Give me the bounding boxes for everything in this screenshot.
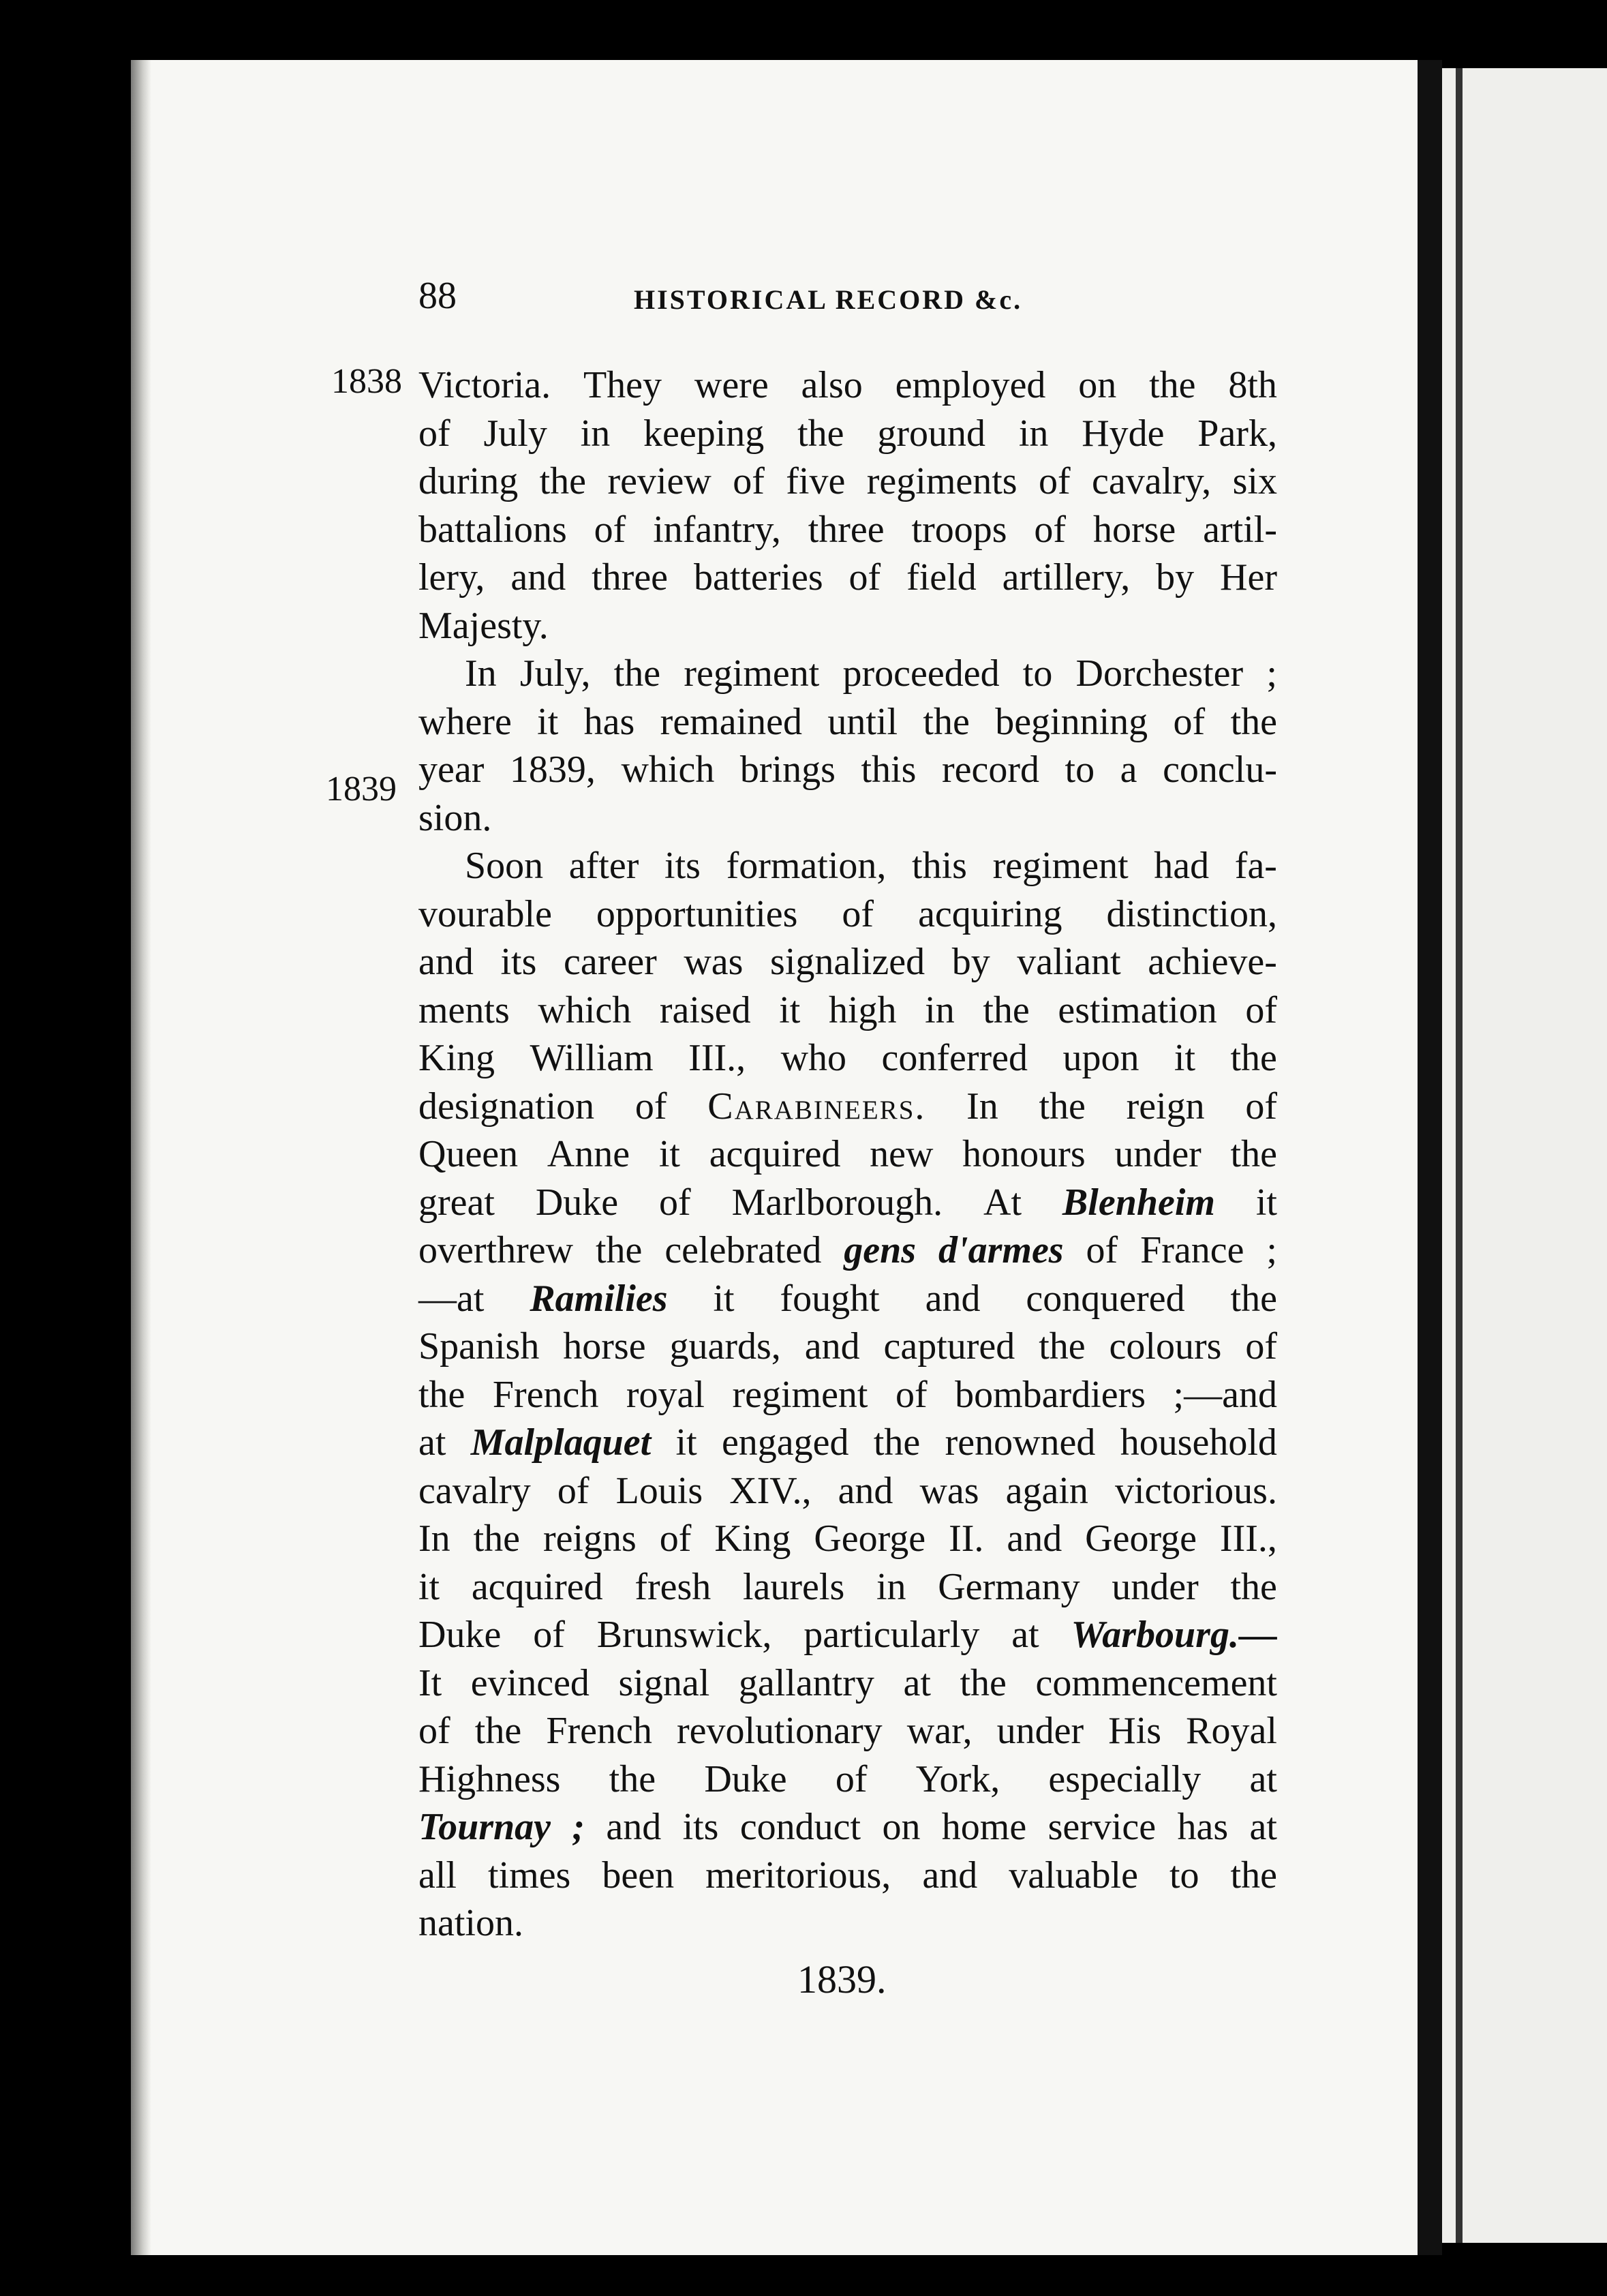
word: the	[609, 1757, 656, 1800]
word: it	[658, 1133, 680, 1175]
word: the	[1230, 700, 1277, 743]
word: ;	[1266, 1229, 1277, 1271]
word: infantry,	[653, 508, 781, 551]
word: batteries	[693, 556, 823, 599]
text-line	[418, 1755, 1277, 1804]
word: the	[1039, 1085, 1086, 1128]
word: France	[1140, 1229, 1244, 1271]
word: also	[801, 364, 863, 406]
word: York,	[915, 1757, 1000, 1800]
word: the	[1039, 1325, 1086, 1368]
word: overthrew	[418, 1229, 574, 1271]
word: the	[418, 1373, 465, 1416]
word: the	[595, 1229, 643, 1271]
word: Tournay	[418, 1806, 551, 1848]
word: of	[835, 1757, 868, 1800]
word: during	[418, 460, 519, 502]
word: gallantry	[738, 1661, 874, 1704]
text-line	[418, 1515, 1277, 1563]
word: Ramilies	[530, 1277, 668, 1320]
word: conduct	[739, 1806, 861, 1848]
text-line	[418, 457, 1277, 506]
word: meritorious,	[705, 1854, 891, 1897]
word: proceeded	[842, 652, 1000, 695]
word: it	[537, 700, 559, 743]
word: which	[621, 749, 715, 791]
word: Louis	[615, 1469, 703, 1512]
margin-date-1839: 1839	[326, 770, 397, 809]
text-line	[418, 938, 1277, 986]
word: King	[714, 1517, 791, 1560]
word: after	[568, 845, 639, 887]
word: renowned	[945, 1421, 1096, 1464]
word: reigns	[542, 1517, 637, 1560]
word: battalions	[418, 508, 567, 551]
word: Brunswick,	[596, 1614, 772, 1656]
word: its	[682, 1806, 719, 1848]
word: fa-	[1234, 845, 1277, 887]
word: sion.	[418, 796, 492, 839]
running-head: HISTORICAL RECORD &c.	[634, 284, 1023, 315]
word: regiment	[684, 652, 820, 695]
word: it	[779, 988, 801, 1031]
text-line	[418, 1371, 1277, 1419]
word: it	[1174, 1037, 1196, 1079]
word: at	[1249, 1806, 1277, 1848]
adjacent-page-border	[1456, 68, 1463, 2243]
word: of	[418, 412, 450, 455]
word: 1839,	[509, 749, 596, 791]
word: who	[780, 1037, 847, 1079]
word: Duke	[704, 1757, 787, 1800]
page-number: 88	[418, 275, 457, 317]
word: d'armes	[938, 1229, 1064, 1271]
word: French	[546, 1710, 652, 1752]
word: signalized	[770, 941, 925, 983]
word: the	[539, 460, 587, 502]
word: at	[418, 1421, 446, 1464]
word: keeping	[643, 412, 765, 455]
word: revolutionary	[676, 1710, 883, 1752]
word: acquired	[709, 1133, 841, 1175]
word: to	[1065, 749, 1095, 791]
word: artillery,	[1002, 556, 1131, 599]
word: In	[465, 652, 497, 695]
word: on	[1078, 364, 1117, 406]
text-line	[418, 1179, 1277, 1227]
word: in	[876, 1565, 906, 1608]
text-line	[418, 746, 1277, 794]
word: conquered	[1026, 1277, 1185, 1320]
word: valiant	[1017, 941, 1121, 983]
word: vourable	[418, 892, 552, 935]
word: Soon	[465, 845, 544, 887]
word: troops	[911, 508, 1007, 551]
word: on	[882, 1806, 921, 1848]
word: of	[659, 1517, 692, 1560]
word: service	[1047, 1806, 1157, 1848]
text-line	[418, 1707, 1277, 1755]
text-line	[418, 1226, 1277, 1275]
word: estimation	[1058, 988, 1217, 1031]
text-line	[418, 890, 1277, 939]
word: times	[488, 1854, 571, 1897]
word: remained	[660, 700, 803, 743]
word: honours	[962, 1133, 1086, 1175]
word: which	[538, 988, 632, 1031]
word: the	[613, 652, 661, 695]
word: the	[1230, 1133, 1277, 1175]
word: beginning	[995, 700, 1148, 743]
word: the	[474, 1710, 522, 1752]
text-line	[418, 1899, 1277, 1948]
word: in	[925, 988, 955, 1031]
word: year	[418, 749, 485, 791]
word: Warbourg.—	[1071, 1614, 1277, 1656]
word: George	[814, 1517, 926, 1560]
word: household	[1120, 1421, 1277, 1464]
word: evinced	[470, 1661, 590, 1704]
word: particularly	[804, 1614, 980, 1656]
word: been	[602, 1854, 675, 1897]
word: and	[838, 1469, 893, 1512]
text-line	[418, 506, 1277, 554]
word: a	[1120, 749, 1137, 791]
word: regiment	[992, 845, 1129, 887]
word: XIV.,	[729, 1469, 812, 1512]
text-line	[418, 1563, 1277, 1612]
word: record	[941, 749, 1039, 791]
word: and	[925, 1277, 981, 1320]
word: of	[1245, 1325, 1277, 1368]
word: of	[1245, 1085, 1277, 1128]
word: III.,	[1219, 1517, 1277, 1560]
word: Majesty.	[418, 604, 549, 647]
text-line	[418, 794, 1277, 843]
text-line	[418, 1083, 1277, 1131]
word: conferred	[881, 1037, 1028, 1079]
word: at	[1249, 1757, 1277, 1800]
word: acquired	[471, 1565, 603, 1608]
word: were	[694, 364, 769, 406]
word: It	[418, 1661, 442, 1704]
word: it	[418, 1565, 440, 1608]
word: raised	[659, 988, 751, 1031]
word: of	[1245, 988, 1277, 1031]
word: war,	[906, 1710, 973, 1752]
text-line	[418, 602, 1277, 650]
word: horse	[1092, 508, 1176, 551]
word: of	[1173, 700, 1206, 743]
word: home	[941, 1806, 1027, 1848]
word: of	[842, 892, 874, 935]
word: upon	[1062, 1037, 1139, 1079]
word: ground	[877, 412, 985, 455]
text-line	[418, 1659, 1277, 1708]
word: of	[634, 1085, 667, 1128]
word: William	[530, 1037, 654, 1079]
word: King	[418, 1037, 495, 1079]
word: the	[797, 412, 844, 455]
word: II.	[949, 1517, 984, 1560]
text-line	[418, 1803, 1277, 1852]
word: under	[996, 1710, 1084, 1752]
word: high	[828, 988, 897, 1031]
closing-date: 1839.	[797, 1957, 887, 2002]
text-line	[418, 986, 1277, 1035]
word: Victoria.	[418, 364, 551, 406]
word: the	[1149, 364, 1196, 406]
word: Anne	[547, 1133, 630, 1175]
page-edge-shadow	[1418, 60, 1442, 2255]
word: under	[1114, 1133, 1202, 1175]
word: of	[418, 1710, 450, 1752]
word: Hyde	[1082, 412, 1165, 455]
word: of	[733, 460, 765, 502]
word: of	[594, 508, 626, 551]
word: the	[983, 988, 1030, 1031]
word: all	[418, 1854, 457, 1897]
word: especially	[1048, 1757, 1202, 1800]
word: George	[1085, 1517, 1197, 1560]
word: of	[533, 1614, 565, 1656]
word: Malplaquet	[470, 1421, 652, 1464]
word: until	[827, 700, 898, 743]
text-line	[418, 1611, 1277, 1659]
word: captured	[883, 1325, 1015, 1368]
text-line	[418, 1419, 1277, 1467]
word: nation.	[418, 1902, 523, 1944]
word: and	[804, 1325, 860, 1368]
word: ;	[572, 1806, 585, 1848]
word: where	[418, 700, 512, 743]
word: Dorchester	[1075, 652, 1244, 695]
word: Blenheim	[1062, 1181, 1215, 1224]
word: three	[808, 508, 885, 551]
word: regiment	[732, 1373, 868, 1416]
word: III.,	[688, 1037, 746, 1079]
word: royal	[626, 1373, 705, 1416]
word: the	[1230, 1037, 1277, 1079]
word: has	[583, 700, 635, 743]
word: Duke	[418, 1614, 502, 1656]
word: new	[870, 1133, 934, 1175]
word: it	[675, 1421, 697, 1464]
word: victorious.	[1114, 1469, 1277, 1512]
word: signal	[618, 1661, 710, 1704]
word: bombardiers	[955, 1373, 1146, 1416]
word: great	[418, 1181, 495, 1224]
word: the	[1230, 1277, 1277, 1320]
word: and	[418, 941, 474, 983]
word: regiments	[866, 460, 1017, 502]
word: July	[483, 412, 547, 455]
margin-date-1838: 1838	[331, 362, 402, 401]
word: the	[473, 1517, 521, 1560]
word: of	[1086, 1229, 1118, 1271]
word: achieve-	[1148, 941, 1277, 983]
word: reign	[1126, 1085, 1205, 1128]
word: Queen	[418, 1133, 519, 1175]
text-line	[418, 1275, 1277, 1323]
word: had	[1154, 845, 1210, 887]
word: its	[664, 845, 701, 887]
text-line	[418, 554, 1277, 602]
word: its	[500, 941, 537, 983]
word: lery,	[418, 556, 485, 599]
word: At	[983, 1181, 1022, 1224]
word: formation,	[726, 845, 887, 887]
word: in	[580, 412, 611, 455]
word: artil-	[1203, 508, 1277, 551]
word: the	[1230, 1854, 1277, 1897]
page-gutter-shadow	[131, 60, 151, 2255]
word: Duke	[535, 1181, 619, 1224]
word: fought	[780, 1277, 880, 1320]
word: to	[1022, 652, 1053, 695]
word: colours	[1109, 1325, 1222, 1368]
text-line	[418, 1130, 1277, 1179]
word: cavalry,	[1092, 460, 1212, 502]
word: Marlborough.	[731, 1181, 943, 1224]
word: three	[592, 556, 669, 599]
text-line	[418, 1852, 1277, 1900]
word: the	[923, 700, 970, 743]
word: by	[951, 941, 990, 983]
word: opportunities	[596, 892, 798, 935]
word: celebrated	[664, 1229, 822, 1271]
text-line	[418, 1034, 1277, 1083]
word: again	[1005, 1469, 1088, 1512]
word: French	[492, 1373, 599, 1416]
word: the	[960, 1661, 1007, 1704]
word: it	[1255, 1181, 1277, 1224]
word: and	[922, 1854, 978, 1897]
word: brings	[739, 749, 836, 791]
word: to	[1169, 1854, 1199, 1897]
text-line	[418, 650, 1277, 698]
word: designation	[418, 1085, 595, 1128]
word: ;	[1266, 652, 1277, 695]
word: —at	[418, 1277, 485, 1320]
word: at	[903, 1661, 931, 1704]
text-line	[418, 1467, 1277, 1515]
word: laurels	[742, 1565, 845, 1608]
word: guards,	[669, 1325, 781, 1368]
word: five	[786, 460, 846, 502]
word: six	[1232, 460, 1277, 502]
word: His	[1108, 1710, 1162, 1752]
word: review	[607, 460, 711, 502]
word: conclu-	[1163, 749, 1277, 791]
word: ;—and	[1173, 1373, 1277, 1416]
word: of	[557, 1469, 590, 1512]
word: by	[1156, 556, 1195, 599]
word: of	[895, 1373, 928, 1416]
word: Highness	[418, 1757, 561, 1800]
word: cavalry	[418, 1469, 531, 1512]
word: Spanish	[418, 1325, 540, 1368]
word: 8th	[1228, 364, 1277, 406]
word: career	[564, 941, 657, 983]
word: gens	[844, 1229, 917, 1271]
word: They	[583, 364, 662, 406]
word: employed	[895, 364, 1046, 406]
word: July,	[519, 652, 591, 695]
adjacent-page-edge	[1442, 68, 1607, 2243]
word: engaged	[721, 1421, 849, 1464]
word: of	[1034, 508, 1067, 551]
word: Park,	[1197, 412, 1277, 455]
word: ments	[418, 988, 510, 1031]
word: field	[906, 556, 977, 599]
word: horse	[563, 1325, 646, 1368]
body-text	[418, 361, 1277, 1948]
word: it	[713, 1277, 735, 1320]
word: Her	[1220, 556, 1277, 599]
word: this	[912, 845, 967, 887]
text-line	[418, 410, 1277, 458]
word: in	[1018, 412, 1049, 455]
text-line	[418, 698, 1277, 746]
word: at	[1011, 1614, 1039, 1656]
word: valuable	[1009, 1854, 1138, 1897]
word: fresh	[634, 1565, 711, 1608]
word: of	[848, 556, 881, 599]
word: Royal	[1186, 1710, 1277, 1752]
word: under	[1112, 1565, 1199, 1608]
text-line	[418, 842, 1277, 890]
word: was	[919, 1469, 979, 1512]
word: this	[861, 749, 917, 791]
word: In	[966, 1085, 998, 1128]
word: commencement	[1035, 1661, 1277, 1704]
word: has	[1177, 1806, 1229, 1848]
text-line	[418, 361, 1277, 410]
word: of	[659, 1181, 691, 1224]
word: the	[1230, 1565, 1277, 1608]
word: In	[418, 1517, 450, 1560]
word: Carabineers.	[707, 1085, 926, 1128]
page-header	[418, 274, 1059, 329]
word: was	[684, 941, 744, 983]
word: and	[510, 556, 566, 599]
word: Germany	[938, 1565, 1080, 1608]
word: acquiring	[918, 892, 1062, 935]
word: the	[873, 1421, 921, 1464]
word: and	[606, 1806, 662, 1848]
word: and	[1007, 1517, 1062, 1560]
text-line	[418, 1323, 1277, 1371]
word: of	[1038, 460, 1071, 502]
word: distinction,	[1106, 892, 1277, 935]
